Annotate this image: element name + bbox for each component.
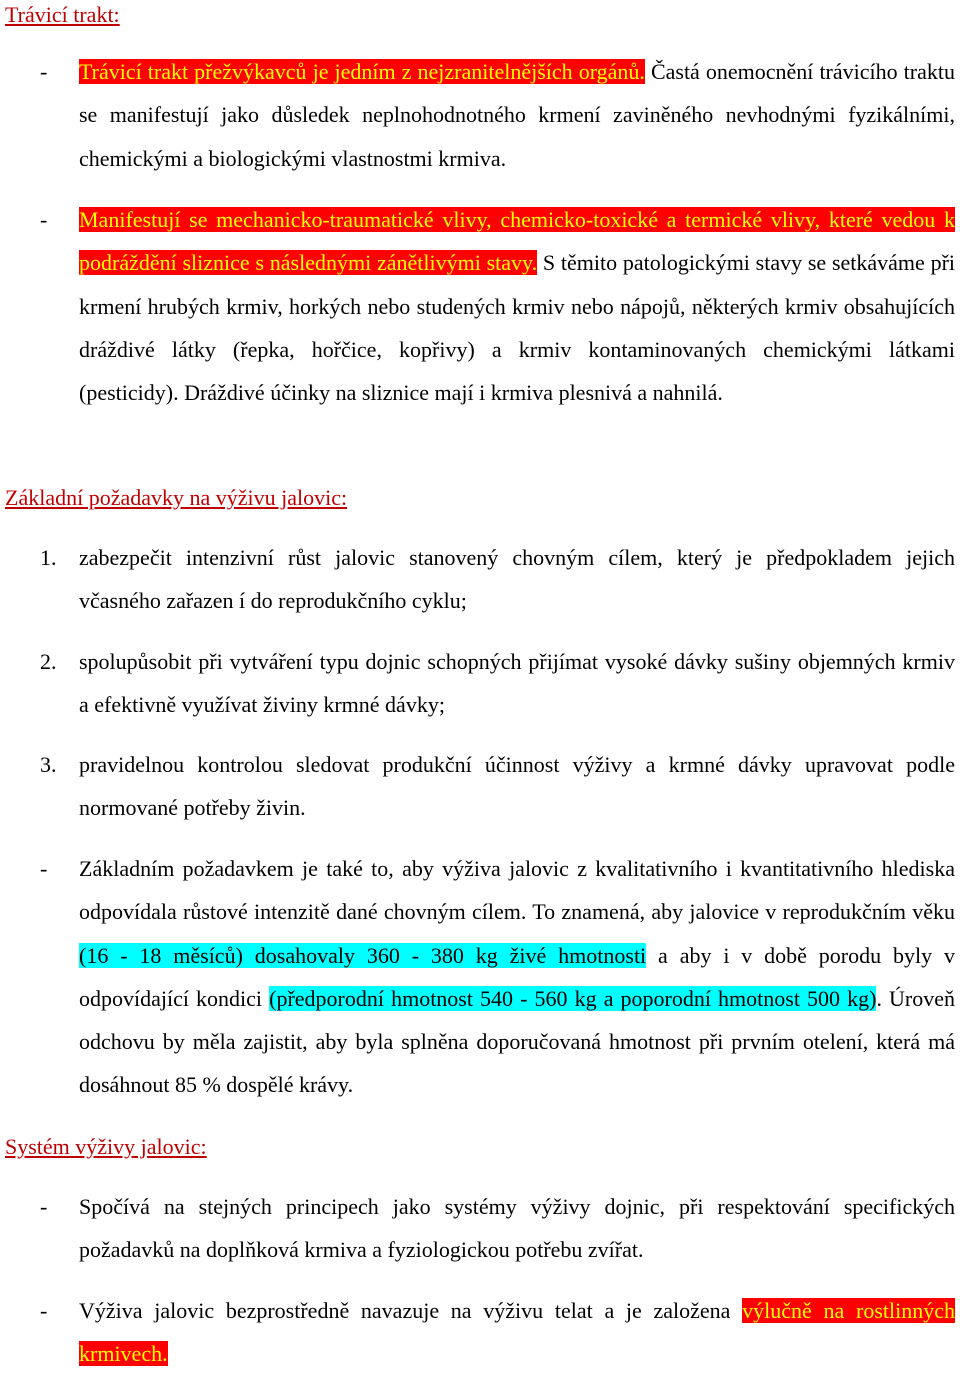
heading-nutrition-system: Systém výživy jalovic: <box>5 1134 207 1159</box>
heading-basic-requirements: Základní požadavky na výživu jalovic: <box>5 485 348 510</box>
bullet-marker: - <box>40 59 48 84</box>
numbered-item <box>40 536 955 623</box>
bullet-item <box>40 847 955 1107</box>
highlighted-text: výlučně na rostlinných krmivech. <box>79 1298 955 1367</box>
numbered-item <box>40 743 955 830</box>
paragraph-text: pravidelnou kontrolou sledovat produkční účinnost výživy a krmné dávky upravovat podle normované potřeby živin. <box>79 752 955 821</box>
item-number: 2. <box>40 649 57 674</box>
paragraph-text <box>79 847 955 1107</box>
item-number: 1. <box>40 545 57 570</box>
bullet-item <box>40 1185 955 1272</box>
text-span: Základním požadavkem je také to, aby výživa jalovic z kvalitativního i kvantitativního hlediska odpovídala růstové intenzitě dané chovným cílem. To znamená, aby jalovice v reprodukčním věku <box>79 856 955 925</box>
bullet-item <box>40 50 955 180</box>
text-span: Výživa jalovic bezprostředně navazuje na výživu telat a je založena <box>79 1298 743 1323</box>
paragraph-text: zabezpečit intenzivní růst jalovic stanovený chovným cílem, který je předpokladem jejich včasného zařazen í do reprodukčního cyklu; <box>79 545 955 614</box>
text-span: a aby i v době porodu byly v odpovídající kondici <box>79 942 955 1011</box>
bullet-marker: - <box>40 1298 48 1323</box>
item-number: 3. <box>40 752 57 777</box>
highlighted-text: Manifestují se mechanicko-traumatické vlivy, chemicko-toxické a termické vlivy, které vedou k podráždění sliznice s následnými zánětlivými stavy. <box>79 207 955 276</box>
text-span: . Úroveň odchovu by měla zajistit, aby byla splněna doporučovaná hmotnost při prvním otelení, která má dosáhnout 85 % dospělé krávy. <box>79 985 956 1098</box>
text-span: Častá onemocnění trávicího traktu se manifestují jako důsledek neplnohodnotného krmení zaviněného nevhodnými fyzikálními, chemickými a biologickými vlastnostmi krmiva. <box>79 59 955 171</box>
text-span: S těmito patologickými stavy se setkáváme při krmení hrubých krmiv, horkých nebo studených krmiv nebo nápojů, některých krmiv obsahujících dráždivé látky (řepka, hořčice, kopřivy) a krmiv kontaminovaných chemickými látkami (pesticidy). Dráždivé účinky na sliznice mají i krmiva plesnivá a nahnilá. <box>79 250 956 406</box>
paragraph-text <box>79 1289 955 1376</box>
paragraph-text <box>79 50 955 180</box>
bullet-marker: - <box>40 1194 48 1219</box>
highlighted-text: Trávicí trakt přežvýkavců je jedním z nejzranitelnějších orgánů. <box>79 59 645 84</box>
highlighted-text: (předporodní hmotnost 540 - 560 kg a poporodní hmotnost 500 kg) <box>269 985 877 1011</box>
heading-digestive-tract: Trávicí trakt: <box>5 2 120 27</box>
bullet-item <box>40 198 955 414</box>
numbered-item <box>40 640 955 727</box>
paragraph-text: Spočívá na stejných principech jako systémy výživy dojnic, při respektování specifických požadavků na doplňková krmiva a fyziologickou potřebu zvířat. <box>79 1194 955 1263</box>
highlighted-text: (16 - 18 měsíců) dosahovaly 360 - 380 kg živé hmotnosti <box>79 942 647 968</box>
bullet-item <box>40 1289 955 1376</box>
paragraph-text: spolupůsobit při vytváření typu dojnic schopných přijímat vysoké dávky sušiny objemných krmiv a efektivně využívat živiny krmné dávky; <box>79 649 955 718</box>
bullet-marker: - <box>40 207 48 232</box>
bullet-marker: - <box>40 856 48 881</box>
paragraph-text <box>79 198 955 414</box>
